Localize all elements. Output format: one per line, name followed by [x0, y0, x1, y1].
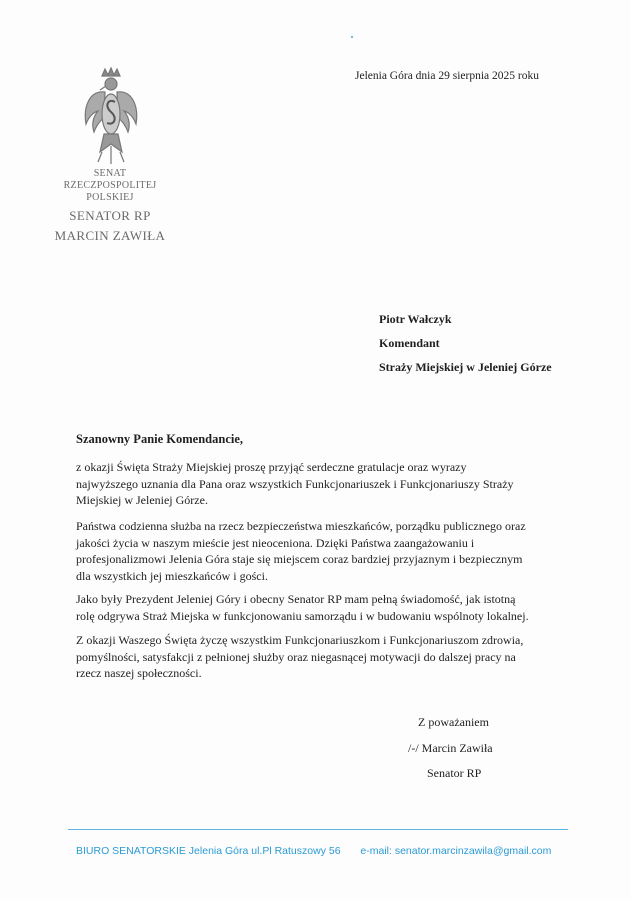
paragraph-3 [76, 591, 572, 624]
office-line-3: POLSKIEJ [86, 192, 134, 203]
paragraph-1 [76, 459, 572, 509]
footer-email[interactable]: e-mail: senator.marcinzawila@gmail.com [360, 845, 552, 857]
paragraph-line: z okazji Święta Straży Miejskiej proszę przyjąć serdeczne gratulacje oraz wyrazy [76, 460, 467, 474]
paragraph-line: rolę odgrywa Straż Miejska w funkcjonowaniu samorządu i w budowaniu wspólnoty lokalnej. [76, 608, 529, 623]
office-line-2: RZECZPOSPOLITEJ [63, 180, 157, 191]
recipient-unit: Straży Miejskiej w Jeleniej Górze [379, 360, 552, 374]
closing: Z poważaniem [418, 715, 489, 729]
stray-dot [351, 36, 353, 38]
paragraph-2 [76, 518, 572, 584]
footer-divider [68, 829, 568, 830]
recipient-name: Piotr Wałczyk [379, 312, 452, 326]
greeting: Szanowny Panie Komendancie, [76, 432, 244, 446]
paragraph-line: jakości życia w naszym mieście jest nieoceniona. Dzięki Państwa zaangażowaniu i [76, 535, 475, 550]
footer-address: BIURO SENATORSKIE Jelenia Góra ul.Pl Ratuszowy 56 [76, 845, 341, 857]
paragraph-line: dla wszystkich jej mieszkańców i gości. [76, 568, 268, 583]
paragraph-line: pomyślności, satysfakcji z pełnionej służby oraz niegasnącej motywacji do dalszej pracy na [76, 649, 516, 664]
dateline: Jelenia Góra dnia 29 sierpnia 2025 roku [355, 70, 539, 82]
letterhead-title: SENATOR RP [69, 208, 151, 223]
letterhead-name: MARCIN ZAWIŁA [54, 228, 166, 243]
signer-title: Senator RP [427, 766, 482, 780]
paragraph-line: najwyższego uznania dla Pana oraz wszystkich Funkcjonariuszek i Funkcjonariuszy Straży [76, 476, 514, 491]
eagle-crest-icon [80, 66, 142, 170]
paragraph-line: profesjonalizmowi Jelenia Góra staje się miejscem coraz bardziej przyjaznym i bezpiecznym [76, 552, 523, 566]
paragraph-line: Miejskiej w Jeleniej Górze. [76, 493, 208, 507]
footer [76, 845, 551, 857]
signed-name: /-/ Marcin Zawiła [408, 741, 493, 755]
paragraph-line: Państwa codzienna służba na rzecz bezpieczeństwa mieszkańców, porządku publicznego oraz [76, 519, 526, 533]
paragraph-line: Jako były Prezydent Jeleniej Góry i obecny Senator RP mam pełną świadomość, jak istotną [76, 592, 516, 606]
recipient-position: Komendant [379, 336, 440, 350]
paragraph-4 [76, 632, 572, 682]
office-line-1: SENAT [93, 168, 127, 179]
paragraph-line: rzecz naszej społeczności. [76, 666, 202, 680]
paragraph-line: Z okazji Waszego Święta życzę wszystkim Funkcjonariuszkom i Funkcjonariuszom zdrowia, [76, 633, 524, 647]
